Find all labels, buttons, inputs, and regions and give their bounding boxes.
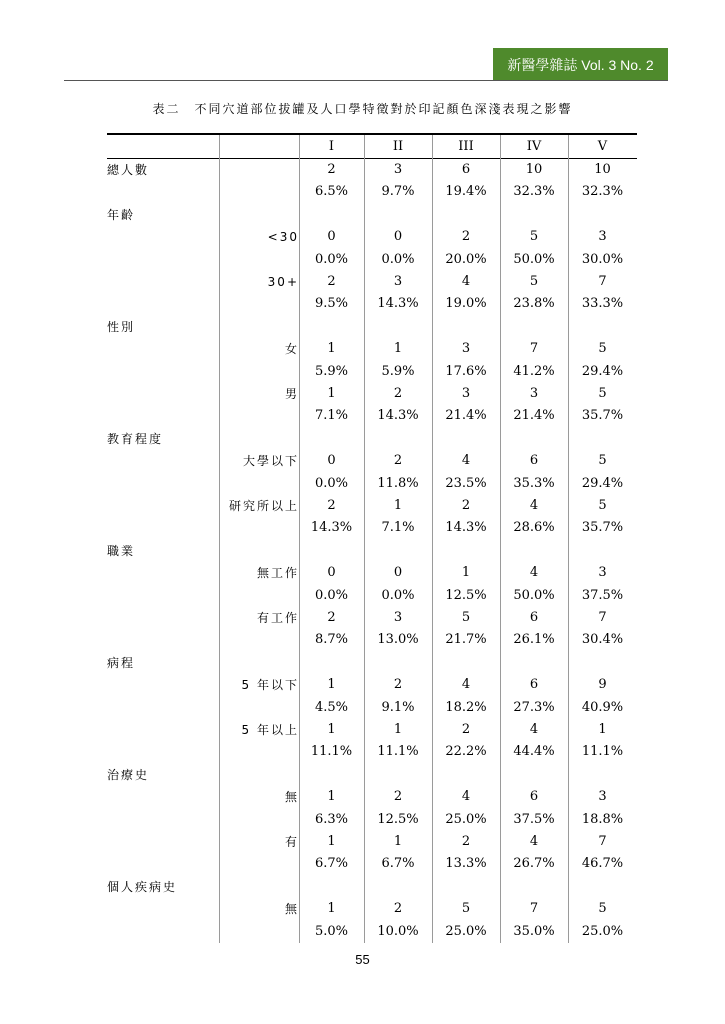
table-cell: 21.4% [513, 408, 555, 424]
table-row [107, 338, 637, 360]
row-sublabel [217, 204, 299, 226]
table-cell [432, 652, 500, 674]
table-cell: 0 [327, 565, 336, 581]
row-sublabel: 男 [284, 387, 299, 401]
table-cell: 5 [529, 274, 539, 289]
row-sublabel: 無 [284, 790, 299, 805]
table-cell [568, 540, 637, 562]
table-cell: 5 [529, 229, 539, 245]
row-label [107, 271, 217, 293]
table-cell: 11.8% [377, 475, 419, 491]
row-label [107, 921, 217, 943]
table-row [107, 428, 637, 450]
row-label [107, 495, 217, 517]
table-cell: 12.5% [377, 811, 419, 827]
table-cell: 13.0% [377, 632, 419, 648]
table-cell: 1 [393, 498, 403, 513]
table-cell [568, 204, 637, 226]
table-cell: 4 [529, 565, 539, 581]
table-cell: 44.4% [513, 744, 555, 760]
table-row [107, 473, 637, 495]
table-row [107, 786, 637, 808]
table-cell: 37.5% [513, 811, 555, 827]
row-sublabel [217, 853, 299, 875]
table-cell: 2 [393, 453, 403, 469]
table-cell: 26.7% [513, 856, 555, 872]
row-label [107, 517, 217, 539]
row-sublabel [217, 159, 299, 181]
table-cell: 37.5% [581, 587, 624, 603]
table-cell [299, 540, 364, 562]
table-cell: 27.3% [513, 699, 555, 715]
table-cell: 2 [461, 722, 471, 737]
row-sublabel [217, 652, 299, 674]
row-sublabel [217, 316, 299, 338]
table-row [107, 517, 637, 539]
table-row [107, 562, 637, 584]
header-rule [64, 80, 668, 81]
table-cell: 9.5% [314, 296, 349, 312]
row-label: 個人疾病史 [107, 879, 178, 894]
table-cell [432, 764, 500, 786]
table-row [107, 853, 637, 875]
table-cell [432, 316, 500, 338]
row-sublabel: 女 [284, 342, 299, 357]
row-label [107, 473, 217, 495]
table-cell: 7 [529, 341, 539, 357]
table-cell: 2 [461, 834, 471, 849]
table-cell: 2 [393, 789, 403, 805]
row-sublabel [217, 921, 299, 943]
table-cell: 40.9% [581, 699, 624, 715]
table-row [107, 719, 637, 741]
table-cell: 20.0% [445, 251, 487, 267]
table-cell [364, 316, 432, 338]
row-label [107, 181, 217, 203]
row-label [107, 338, 217, 360]
row-label: 教育程度 [107, 431, 164, 446]
table-cell [432, 428, 500, 450]
table-cell: 3 [393, 274, 403, 289]
table-row [107, 674, 637, 696]
table-cell: 6 [529, 610, 539, 625]
table-cell: 22.2% [445, 744, 487, 760]
table-cell: 19.4% [445, 184, 487, 200]
journal-title: 新醫學雜誌 Vol. 3 No. 2 [507, 56, 654, 73]
table-cell: 25.0% [445, 811, 487, 827]
table-row [107, 585, 637, 607]
column-header-v: V [597, 139, 608, 154]
row-sublabel [217, 697, 299, 719]
table-cell [364, 876, 432, 898]
table-cell [364, 428, 432, 450]
table-cell: 4.5% [314, 699, 349, 715]
row-label: 性別 [107, 319, 136, 334]
table-row [107, 809, 637, 831]
row-label: 治療史 [107, 767, 150, 782]
table-cell: 5.0% [314, 923, 349, 939]
column-header-i: I [328, 139, 335, 154]
table-cell: 6.5% [314, 184, 349, 200]
table-cell: 0.0% [314, 475, 349, 491]
table-cell: 2 [393, 677, 403, 693]
table-cell: 7.1% [314, 408, 349, 424]
row-label [107, 562, 217, 584]
table-cell: 1 [327, 834, 336, 849]
table-cell: 35.3% [513, 475, 555, 491]
table-cell: 1 [327, 386, 336, 401]
table-row [107, 495, 637, 517]
table-cell: 2 [327, 274, 336, 289]
table-cell: 5.9% [381, 363, 415, 379]
table-cell: 7.1% [381, 520, 415, 536]
table-cell: 5 [598, 901, 607, 917]
row-sublabel: 研究所以上 [228, 499, 299, 513]
table-cell: 1 [393, 341, 403, 357]
row-label [107, 831, 217, 853]
table-cell [432, 204, 500, 226]
row-label [107, 226, 217, 248]
row-label [107, 607, 217, 629]
table-cell: 2 [327, 498, 336, 513]
table-cell [299, 428, 364, 450]
table-row [107, 607, 637, 629]
table-cell: 3 [461, 386, 471, 401]
table-cell: 2 [461, 498, 471, 513]
row-label [107, 853, 217, 875]
table-top-rule [107, 133, 637, 135]
table-cell: 1 [461, 565, 471, 581]
table-cell: 10.0% [377, 923, 419, 939]
table-row [107, 316, 637, 338]
table-cell: 2 [461, 229, 471, 245]
table-cell: 29.4% [581, 363, 624, 379]
table-cell: 4 [529, 722, 539, 737]
table-cell: 9.1% [381, 699, 415, 715]
table-row [107, 271, 637, 293]
table-cell: 41.2% [513, 363, 555, 379]
table-cell [299, 204, 364, 226]
table-row [107, 741, 637, 763]
table-cell: 35.0% [513, 923, 555, 939]
table-row [107, 249, 637, 271]
table-cell: 14.3% [310, 520, 353, 536]
table-cell [432, 540, 500, 562]
table-cell: 1 [598, 722, 607, 737]
row-sublabel: 有工作 [256, 611, 299, 625]
table-cell [500, 540, 568, 562]
table-cell: 21.4% [445, 408, 487, 424]
table-cell: 4 [461, 453, 471, 469]
row-sublabel [217, 181, 299, 203]
table-cell: 32.3% [513, 184, 555, 200]
table-cell: 0 [393, 229, 403, 245]
table-cell: 1 [327, 722, 336, 737]
table-cell: 11.1% [377, 744, 419, 760]
row-label: 總人數 [107, 163, 150, 177]
table-row [107, 540, 637, 562]
row-label [107, 249, 217, 271]
table-cell: 21.7% [445, 632, 487, 648]
table-cell: 2 [393, 386, 403, 401]
table-row [107, 181, 637, 203]
row-label [107, 697, 217, 719]
row-sublabel [217, 764, 299, 786]
row-label [107, 674, 217, 696]
table-cell: 3 [598, 789, 607, 805]
table-row [107, 293, 637, 315]
table-cell: 18.2% [445, 699, 487, 715]
table-cell: 23.5% [445, 475, 487, 491]
table-cell [500, 428, 568, 450]
row-sublabel [217, 293, 299, 315]
row-sublabel [217, 405, 299, 427]
table-cell: 19.0% [445, 296, 487, 312]
table-cell: 30.4% [581, 632, 624, 648]
row-label [107, 719, 217, 741]
row-sublabel [217, 585, 299, 607]
table-cell: 1 [327, 677, 336, 693]
table-cell [568, 764, 637, 786]
row-sublabel: 30+ [267, 275, 299, 289]
table-cell [299, 764, 364, 786]
row-sublabel [217, 517, 299, 539]
table-row [107, 921, 637, 943]
table-cell: 6.7% [381, 856, 415, 872]
table-cell [364, 540, 432, 562]
row-sublabel [217, 361, 299, 383]
table-cell [568, 652, 637, 674]
row-label [107, 741, 217, 763]
table-cell [500, 652, 568, 674]
table-cell: 1 [393, 834, 403, 849]
table-cell: 1 [327, 789, 336, 805]
table-cell: 7 [598, 274, 607, 289]
table-cell [568, 876, 637, 898]
row-sublabel: 無 [284, 902, 299, 917]
row-sublabel: 無工作 [256, 566, 299, 581]
row-label [107, 361, 217, 383]
row-sublabel [217, 249, 299, 271]
table-row [107, 361, 637, 383]
table-cell: 2 [393, 901, 403, 917]
table-cell: 50.0% [513, 587, 555, 603]
table-cell [364, 652, 432, 674]
page-number: 55 [355, 952, 370, 967]
table-row [107, 831, 637, 853]
table-row [107, 697, 637, 719]
table-row [107, 383, 637, 405]
table-cell: 13.3% [445, 856, 487, 872]
table-header-row [107, 136, 637, 158]
row-label [107, 809, 217, 831]
table-cell [568, 428, 637, 450]
row-label [107, 293, 217, 315]
table-cell: 2 [327, 610, 336, 625]
table-cell: 9.7% [381, 184, 415, 200]
row-sublabel [217, 473, 299, 495]
table-row [107, 405, 637, 427]
column-header-iii: III [458, 139, 474, 154]
table-cell: 46.7% [581, 856, 624, 872]
row-label: 職業 [107, 543, 136, 558]
row-label [107, 450, 217, 472]
column-header-ii: II [392, 139, 404, 154]
row-sublabel: 大學以下 [242, 454, 299, 469]
row-sublabel [217, 428, 299, 450]
table-cell: 1 [327, 341, 336, 357]
table-cell [500, 764, 568, 786]
row-sublabel [217, 809, 299, 831]
table-cell: 35.7% [581, 408, 624, 424]
table-cell: 7 [598, 610, 607, 625]
table-cell: 11.1% [310, 744, 353, 760]
table-cell: 6 [529, 789, 539, 805]
table-row [107, 159, 637, 181]
table-cell: 6 [529, 677, 539, 693]
table-cell: 10 [594, 162, 611, 177]
table-cell: 5 [461, 901, 471, 917]
table-cell [568, 316, 637, 338]
row-sublabel: 5 年以下 [241, 678, 299, 693]
table-cell [364, 764, 432, 786]
row-label [107, 383, 217, 405]
table-cell: 5 [598, 341, 607, 357]
table-cell: 8.7% [314, 632, 349, 648]
table-cell: 5 [598, 386, 607, 401]
table-cell: 14.3% [377, 408, 419, 424]
table-cell [432, 876, 500, 898]
table-cell: 3 [393, 610, 403, 625]
table-cell: 5 [461, 610, 471, 625]
table-cell: 33.3% [581, 296, 624, 312]
table-cell: 9 [598, 677, 607, 693]
table-row [107, 652, 637, 674]
row-sublabel [217, 540, 299, 562]
table-cell: 30.0% [581, 251, 624, 267]
table-cell: 1 [327, 901, 336, 917]
table-cell: 3 [393, 162, 403, 177]
table-cell [364, 204, 432, 226]
table-cell: 0.0% [314, 251, 349, 267]
table-cell: 6.7% [314, 856, 349, 872]
table-cell: 4 [529, 498, 539, 513]
table-cell: 0.0% [381, 251, 415, 267]
journal-badge [493, 48, 668, 81]
table-cell: 29.4% [581, 475, 624, 491]
row-label [107, 898, 217, 920]
table-cell [299, 316, 364, 338]
column-header-iv: IV [526, 139, 542, 154]
row-label [107, 405, 217, 427]
table-row [107, 876, 637, 898]
table-cell: 4 [461, 677, 471, 693]
table-cell: 5.9% [314, 363, 349, 379]
table-cell [299, 652, 364, 674]
row-label [107, 629, 217, 651]
table-row [107, 226, 637, 248]
table-cell: 2 [327, 162, 336, 177]
table-cell: 3 [529, 386, 539, 401]
table-cell: 35.7% [581, 520, 624, 536]
table-cell: 6 [461, 162, 471, 177]
table-cell: 14.3% [445, 520, 487, 536]
table-cell: 1 [393, 722, 403, 737]
table-cell: 7 [529, 901, 539, 917]
table-cell: 7 [598, 834, 607, 849]
table-cell: 4 [461, 789, 471, 805]
table-row [107, 898, 637, 920]
row-sublabel: 有 [284, 835, 299, 849]
table-cell: 28.6% [513, 520, 555, 536]
table-cell: 25.0% [445, 923, 487, 939]
table-cell: 4 [529, 834, 539, 849]
table-cell: 26.1% [513, 632, 555, 648]
table-cell: 10 [525, 162, 543, 177]
table-cell: 6.3% [314, 811, 349, 827]
row-sublabel: <30 [267, 230, 299, 245]
table-cell: 50.0% [513, 251, 555, 267]
table-cell [299, 876, 364, 898]
table-cell: 18.8% [581, 811, 624, 827]
table-cell: 3 [598, 229, 607, 245]
table-cell [500, 316, 568, 338]
row-label: 病程 [107, 655, 136, 670]
table-cell: 5 [598, 498, 607, 513]
table-cell: 4 [461, 274, 471, 289]
row-sublabel: 5 年以上 [241, 723, 299, 737]
table-row [107, 764, 637, 786]
table-row [107, 450, 637, 472]
row-label: 年齡 [107, 207, 136, 222]
table-cell [500, 204, 568, 226]
table-row [107, 629, 637, 651]
table-cell: 17.6% [445, 363, 487, 379]
table-title: 表二 不同穴道部位拔罐及人口學特徵對於印記顏色深淺表現之影響 [152, 102, 573, 116]
table-cell: 25.0% [581, 923, 624, 939]
table-cell: 32.3% [581, 184, 624, 200]
table-cell: 0.0% [314, 587, 349, 603]
table-row [107, 204, 637, 226]
row-sublabel [217, 876, 299, 898]
table-cell: 11.1% [581, 744, 624, 760]
table-cell: 0 [393, 565, 403, 581]
table-cell: 0 [327, 229, 336, 245]
row-label [107, 786, 217, 808]
table-cell: 12.5% [445, 587, 487, 603]
table-cell: 0.0% [381, 587, 415, 603]
table-cell [500, 876, 568, 898]
table-cell: 3 [598, 565, 607, 581]
table-cell: 3 [461, 341, 471, 357]
table-cell: 14.3% [377, 296, 419, 312]
table-cell: 6 [529, 453, 539, 469]
table-cell: 5 [598, 453, 607, 469]
table-cell: 0 [327, 453, 336, 469]
row-sublabel [217, 741, 299, 763]
row-sublabel [217, 629, 299, 651]
table-cell: 23.8% [513, 296, 555, 312]
row-label [107, 585, 217, 607]
